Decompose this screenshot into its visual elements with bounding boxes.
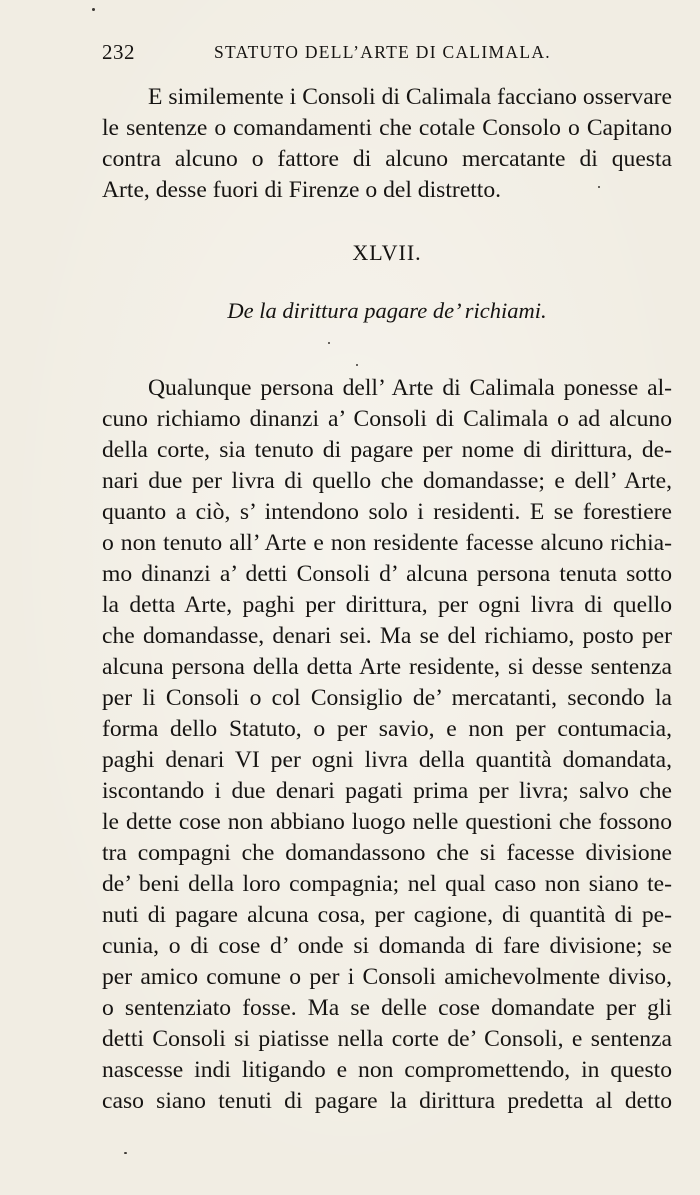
text-line: nari due per livra di quello che domandasse; e dell’ Arte,: [102, 468, 672, 494]
text-line: paghi denari VI per ogni livra della quantità domandata,: [102, 747, 672, 773]
ink-speck: [328, 342, 330, 344]
text-line: per amico comune o per i Consoli amichevolmente diviso,: [102, 964, 672, 990]
text-line: mo dinanzi a’ detti Consoli d’ alcuna persona tenuta sotto: [102, 561, 672, 587]
text-line: nascesse indi litigando e non compromettendo, in questo: [102, 1057, 672, 1083]
text-line: Qualunque persona dell’ Arte di Calimala ponesse al-: [148, 375, 672, 401]
text-line: cunia, o di cose d’ onde si domanda di fare divisione; se: [102, 933, 672, 959]
text-line: per li Consoli o col Consiglio de’ mercatanti, secondo la: [102, 685, 672, 711]
text-line: iscontando i due denari pagati prima per livra; salvo che: [102, 778, 672, 804]
text-line: la detta Arte, paghi per dirittura, per ogni livra di quello: [102, 592, 672, 618]
text-line: alcuna persona della detta Arte residente, si desse sentenza: [102, 654, 672, 680]
text-line: caso siano tenuti di pagare la dirittura predetta al detto: [102, 1088, 672, 1114]
text-line: le dette cose non abbiano luogo nelle questioni che fossono: [102, 809, 672, 835]
text-line: della corte, sia tenuto di pagare per nome di dirittura, de-: [102, 437, 672, 463]
paragraph-2: [102, 373, 672, 1117]
text-line: tra compagni che domandassono che si facesse divisione: [102, 840, 672, 866]
text-line: E similemente i Consoli di Calimala facciano osservare: [148, 84, 672, 110]
text-line: Arte, desse fuori di Firenze o del distretto.: [102, 177, 502, 203]
text-line: cuno richiamo dinanzi a’ Consoli di Calimala o ad alcuno: [102, 406, 672, 432]
text-line: le sentenze o comandamenti che cotale Consolo o Capitano: [102, 115, 672, 141]
text-line: che domandasse, denari sei. Ma se del richiamo, posto per: [102, 623, 672, 649]
text-line: quanto a ciò, s’ intendono solo i residenti. E se forestiere: [102, 499, 672, 525]
ink-speck: [598, 186, 600, 188]
text-line: detti Consoli si piatisse nella corte de’ Consoli, e sentenza: [102, 1026, 672, 1052]
text-line: nuti di pagare alcuna cosa, per cagione, di quantità di pe-: [102, 902, 672, 928]
text-line: o non tenuto all’ Arte e non residente facesse alcuno richia-: [102, 530, 672, 556]
chapter-number: XLVII.: [352, 240, 422, 265]
ink-speck: [124, 1152, 127, 1154]
running-head: STATUTO DELL’ARTE DI CALIMALA.: [214, 42, 551, 62]
text-line: de’ beni della loro compagnia; nel qual caso non siano te-: [102, 871, 672, 897]
chapter-title: De la dirittura pagare de’ richiami.: [227, 298, 547, 323]
paragraph-1: [102, 82, 672, 206]
page-number: 232: [102, 40, 135, 64]
text-line: contra alcuno o fattore di alcuno mercatante di questa: [102, 146, 672, 172]
text-line: o sentenziato fosse. Ma se delle cose domandate per gli: [102, 995, 672, 1021]
text-line: forma dello Statuto, o per savio, e non per contumacia,: [102, 716, 672, 742]
page-header: [102, 40, 672, 76]
ink-speck: [356, 364, 358, 366]
ink-speck: [92, 8, 95, 11]
